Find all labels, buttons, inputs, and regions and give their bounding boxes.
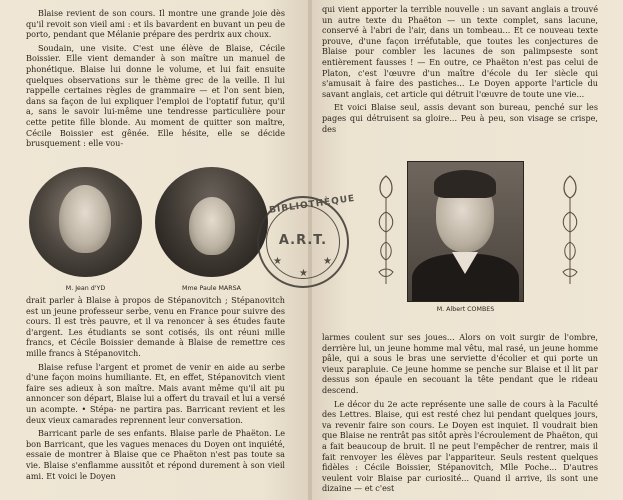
star-icon: ★ [299, 268, 308, 279]
paragraph: Barricant parle de ses enfants. Blaise parle de Phaëton. Le bon Barricant, que les vagues menaces du Doyen ont inquiété, essaie de montrer à Blaise que ce Phaëton n'est pas toute sa vie. Blaise s'enflamme aussitôt et répond durement à son vieil ami. Et voici le Doyen [26, 428, 285, 481]
floral-ornament-icon [557, 172, 583, 292]
paragraph: drait parler à Blaise à propos de Stépanovitch ; Stépanovitch est un jeune professeur serbe, venu en France pour suivre des cours. Il est très pauvre, et il va renoncer à ses études faute d'argent. Les étudiants se sont cotisés, ils ont réuni mille francs, et Cécile Boissier demande à Blaise de remettre ces mille francs à Stépanovitch. [26, 295, 285, 358]
left-page-top-text [26, 8, 285, 152]
right-page-bottom-text [322, 332, 598, 497]
photo-albert-combes [407, 161, 524, 302]
caption-paule-marsa: Mme Paule MARSA [182, 285, 241, 292]
paragraph: Blaise refuse l'argent et promet de venir en aide au serbe d'une façon moins humiliante. Et, en effet, Stépanovitch vient faire ses adieux à son maître. Mais avant même qu'il ait pu annoncer son départ, Blaise lui a offert du travail et lui a versé un acompte. • Stépa- ne partira pas. Barricant revient et les deux vieux camarades reprennent leur conversation. [26, 361, 285, 425]
paragraph: Le décor du 2e acte représente une salle de cours à la Faculté des Lettres. Blaise, qui est resté chez lui pendant quelques jours, va revenir faire son cours. Le Doyen est inquiet. Il voudrait bien que Blaise ne rentrât pas sitôt après l'écroulement de Phaëton, qui a fait beaucoup de bruit. Il ne peut l'empêcher de rentrer, mais il fait renvoyer les élèves par l'appariteur. Seuls restent quelques fidèles : Cécile Boissier, Stépanovitch, Mlle Poche... D'autres veulent voir Blaise par curiosité... Quand il arrive, ils sont une dizaine — et c'est [322, 398, 598, 494]
caption-jean-d-yd: M. Jean d'YD [65, 285, 106, 292]
left-page-bottom-text [26, 295, 285, 484]
right-page-top-text [322, 4, 598, 137]
paragraph: larmes coulent sur ses joues... Alors on voit surgir de l'ombre, derrière lui, un jeune homme mal vêtu, mal rasé, un jeune homme pâle, qui a sous le bras une serviette d'écolier et qui porte un vieux parapluie. Ce jeune homme se penche sur Blaise et il lit par dessus son épaule en secouant la tête pendant que le rideau descend. [322, 332, 598, 395]
star-icon: ★ [323, 256, 332, 267]
floral-ornament-icon [373, 172, 399, 292]
paragraph: Et voici Blaise seul, assis devant son bureau, penché sur les pages qui détruisent sa gloire... Peu à peu, son visage se crispe, des [322, 102, 598, 134]
photo-jean-d-yd [29, 167, 142, 277]
paragraph: Blaise revient de son cours. Il montre une grande joie dès qu'il revoit son vieil ami : et ils bavardent en buvant un peu de porto, pendant que Mélanie prépare des perdrix aux choux. [26, 8, 285, 40]
star-icon: ★ [273, 256, 282, 267]
paragraph: Soudain, une visite. C'est une élève de Blaise, Cécile Boissier. Elle vient demander à son maître un manuel de phonétique. Blaise lui donne le volume, et lui fait ensuite quelques observations sur le thème grec de la veille. Il lui rappelle certaines règles de grammaire — et l'on sent bien, dans sa façon de lui expliquer l'emploi de l'optatif futur, qu'il a, sans le savoir lui-même une tendresse particulière pour cette petite fille blonde. Au moment de quitter son maître, Cécile Boissier est gênée. Elle hésite, elle se décide brusquement : elle vou- [26, 42, 285, 149]
stamp-center-text: A.R.T. [278, 233, 328, 248]
photo-paule-marsa [155, 167, 268, 277]
paragraph: qui vient apporter la terrible nouvelle : un savant anglais a trouvé un autre texte du Phaëton — un texte complet, sans lacune, conservé à l'abri de l'air, dans un tombeau... Et ce nouveau texte prouve, d'une façon irréfutable, que toutes les conjectures de Blaise pour combler les lacunes de son palimpseste sont entièrement fausses ! — En outre, ce Phaëton n'est pas celui de Platon, c'est l'œuvre d'un maître d'école du Ier siècle qui s'amusait à faire des pastiches... Le Doyen apporte l'article du savant anglais, cet article qui détruit l'œuvre de toute une vie... [322, 4, 598, 99]
library-stamp [257, 193, 356, 288]
stamp-ring-text: BIBLIOTHÈQUE [268, 193, 356, 216]
caption-albert-combes: M. Albert COMBES [436, 306, 495, 313]
